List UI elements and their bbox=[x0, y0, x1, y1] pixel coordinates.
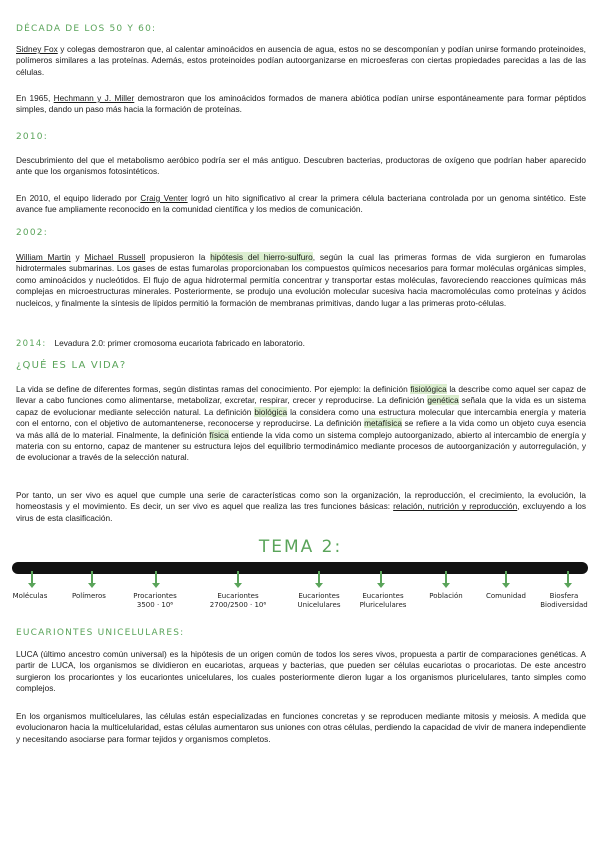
paragraph-venter bbox=[16, 193, 586, 216]
name-michael-russell: Michael Russell bbox=[84, 252, 146, 262]
name-craig-venter: Craig Venter bbox=[140, 193, 188, 203]
def-i: se refiere a la vida como un objeto cuya esencia va más allá de lo material. Finalmente, la definición bbox=[16, 418, 586, 440]
paragraph-fox-text: y colegas demostraron que, al calentar aminoácidos en ausencia de agua, estos no se descomponían y podían unirse formando proteinoides, polímeros similares a las proteínas. Además, estos proteinoides podían autoorganizarse en microesferas con ciertas propiedades parecidas a las de las células. bbox=[16, 44, 586, 77]
timeline-arrow bbox=[31, 571, 33, 584]
heading-2014: 2014: bbox=[16, 339, 47, 349]
timeline-label-moleculas: Moléculas bbox=[12, 592, 48, 600]
paragraph-miller bbox=[16, 93, 586, 116]
name-hechmann-miller: Hechmann y J. Miller bbox=[53, 93, 135, 103]
timeline-arrow bbox=[505, 571, 507, 584]
highlight-fisica: física bbox=[209, 429, 229, 440]
heading-decada-50-60: DÉCADA DE LOS 50 Y 60: bbox=[16, 24, 157, 34]
def-a: La vida se define de diferentes formas, según distintas ramas del conocimiento. Por ejemplo: la definición bbox=[16, 384, 411, 394]
text-2014: Levadura 2.0: primer cromosoma eucariota fabricado en laboratorio. bbox=[54, 338, 305, 348]
timeline-arrow bbox=[445, 571, 447, 584]
paragraph-metabolismo: Descubrimiento del que el metabolismo aeróbico podría ser el más antiguo. Descubren bacterias, productoras de oxígeno que podrían haber aparecido ante que los organismos fotosintéticos. bbox=[16, 155, 586, 177]
highlight-hierro-sulfuro: hipótesis del hierro-sulfuro bbox=[210, 252, 313, 262]
timeline-arrow bbox=[237, 571, 239, 584]
highlight-genetica: genética bbox=[427, 395, 459, 406]
timeline-bar bbox=[12, 562, 588, 574]
timeline-label-eucariontes-pluricelulares: Eucariontes Pluricelulares bbox=[359, 592, 407, 609]
name-william-martin: William Martin bbox=[16, 252, 71, 262]
timeline-arrow bbox=[380, 571, 382, 584]
paragraph-definiciones bbox=[16, 384, 586, 464]
timeline-label-eucariontes: Eucariontes 2700/2500 · 10⁶ bbox=[209, 592, 267, 609]
timeline-label-biosfera: Biosfera Biodiversidad bbox=[540, 592, 588, 609]
timeline-label-procariontes: Procariontes 3500 · 10⁶ bbox=[133, 592, 177, 609]
timeline-arrow bbox=[318, 571, 320, 584]
timeline-arrow bbox=[91, 571, 93, 584]
heading-2002: 2002: bbox=[16, 228, 48, 238]
paragraph-fox bbox=[16, 44, 586, 78]
paragraph-venter-c: logró un hito significativo al crear la primera célula bacteriana controlada por un genoma sintético. Este avance fue ampliamente reconocido en la comunidad científica y los medios de comunicación. bbox=[16, 193, 587, 215]
highlight-biologica: biológica bbox=[254, 406, 288, 417]
heading-tema-2: TEMA 2: bbox=[258, 537, 343, 557]
timeline-label-eucariontes-unicelulares: Eucariontes Unicelulares bbox=[297, 592, 341, 609]
paragraph-luca: LUCA (último ancestro común universal) es la hipótesis de un origen común de todos los seres vivos, propuesta a partir de comparaciones genéticas. A partir de LUCA, los organismos se dividieron en eucariotas, arqueas y bacterias, que pueden ser células eucariotas o procariotas. De este ancestro surgieron los procariontes y los eucariontes unicelulares, los cuales posteriormente dieron lugar a los organismos pluricelulares, tanto simples como complejos. bbox=[16, 649, 586, 694]
timeline-label-poblacion: Población bbox=[429, 592, 463, 600]
def-g: la considera como una estructura molecular que intercambia energía y materia con el entorno, con el objetivo de automantenerse, reconocerse y reproducirse. La definición bbox=[16, 406, 587, 429]
highlight-metafisica: metafísica bbox=[364, 418, 402, 429]
name-sidney-fox: Sidney Fox bbox=[16, 44, 58, 54]
heading-que-es-la-vida: ¿QUÉ ES LA VIDA? bbox=[16, 360, 127, 371]
paragraph-venter-a: En 2010, el equipo liderado por bbox=[16, 193, 141, 203]
timeline-arrow bbox=[567, 571, 569, 584]
highlight-fisiologica: fisiológica bbox=[410, 384, 447, 394]
funciones-basicas: relación, nutrición y reproducción bbox=[393, 501, 518, 512]
paragraph-multicelulares: En los organismos multicelulares, las células están especializadas en funciones concretas y se reproducen mediante mitosis y meiosis. A medida que evolucionaron hacia la multicelularidad, estas células aumentaron sus uniones con otras células, perdiendo la capacidad de vivir de manera independiente y necesitando asociarse para formar tejidos y organismos completos. bbox=[16, 711, 586, 744]
heading-2010: 2010: bbox=[16, 132, 48, 142]
entry-2014 bbox=[16, 338, 586, 350]
paragraph-hierro-sulfuro bbox=[16, 252, 586, 309]
def-k: entiende la vida como un sistema complejo autoorganizado, abierto al intercambio de energía y materia con su entorno, capaz de mantener su estructura lejos del equilibrio termodinámico mediante procesos de autoorganización y autorregulación, y de evolucionar a través de la selección natural. bbox=[16, 429, 586, 463]
paragraph-miller-a: En 1965, bbox=[16, 93, 54, 103]
ser-vivo-a: Por tanto, un ser vivo es aquel que cumple una serie de características como son la organización, la reproducción, el crecimiento, la evolución, la homeostasis y el movimiento. Es decir, un ser vivo es aquel que realiza las tres funciones básicas: bbox=[16, 490, 586, 512]
timeline-label-polimeros: Polímeros bbox=[72, 592, 106, 600]
paragraph-ser-vivo bbox=[16, 490, 586, 524]
def-e: señala que la vida es un sistema capaz de evolucionar mediante selección natural. La definición bbox=[16, 395, 586, 417]
def-c: la describe como aquel ser capaz de llevar a cabo funciones como alimentarse, metabolizar, excretar, respirar, crecer y reproducirse. La definición bbox=[16, 384, 586, 406]
timeline-label-comunidad: Comunidad bbox=[486, 592, 526, 600]
ser-vivo-c: , excluyendo a los virus de esta clasificación. bbox=[16, 501, 586, 523]
timeline-arrow bbox=[155, 571, 157, 584]
paragraph-hs-d: propusieron la bbox=[145, 252, 211, 262]
heading-eucariontes-unicelulares: EUCARIONTES UNICELULARES: bbox=[16, 628, 185, 638]
paragraph-miller-c: demostraron que los aminoácidos formados de manera abiótica podían unirse espontáneamente para formar péptidos simples, dando un paso más hacia la formación de proteínas. bbox=[16, 93, 586, 115]
paragraph-hs-f: , según la cual las primeras formas de vida surgieron en fumarolas hidrotermales submarinas. Los gases de estas fumarolas proporcionaban los compuestos químicos necesarios para formar moléculas orgánicas simples, como aminoácidos y nucleótidos. El flujo de agua hidrotermal permitía concentrar y transportar estas moléculas, favoreciendo reacciones químicas más complejas en microestructuras minerales. Posteriormente, se produjo una evolución molecular sucesiva hacia macromoléculas como proteínas y ácidos nucleicos, y finalmente la síntesis de lípidos permitió la formación de membranas primitivas, dando lugar a las primeras proto-células. bbox=[16, 252, 586, 308]
paragraph-hs-b: y bbox=[70, 252, 85, 262]
